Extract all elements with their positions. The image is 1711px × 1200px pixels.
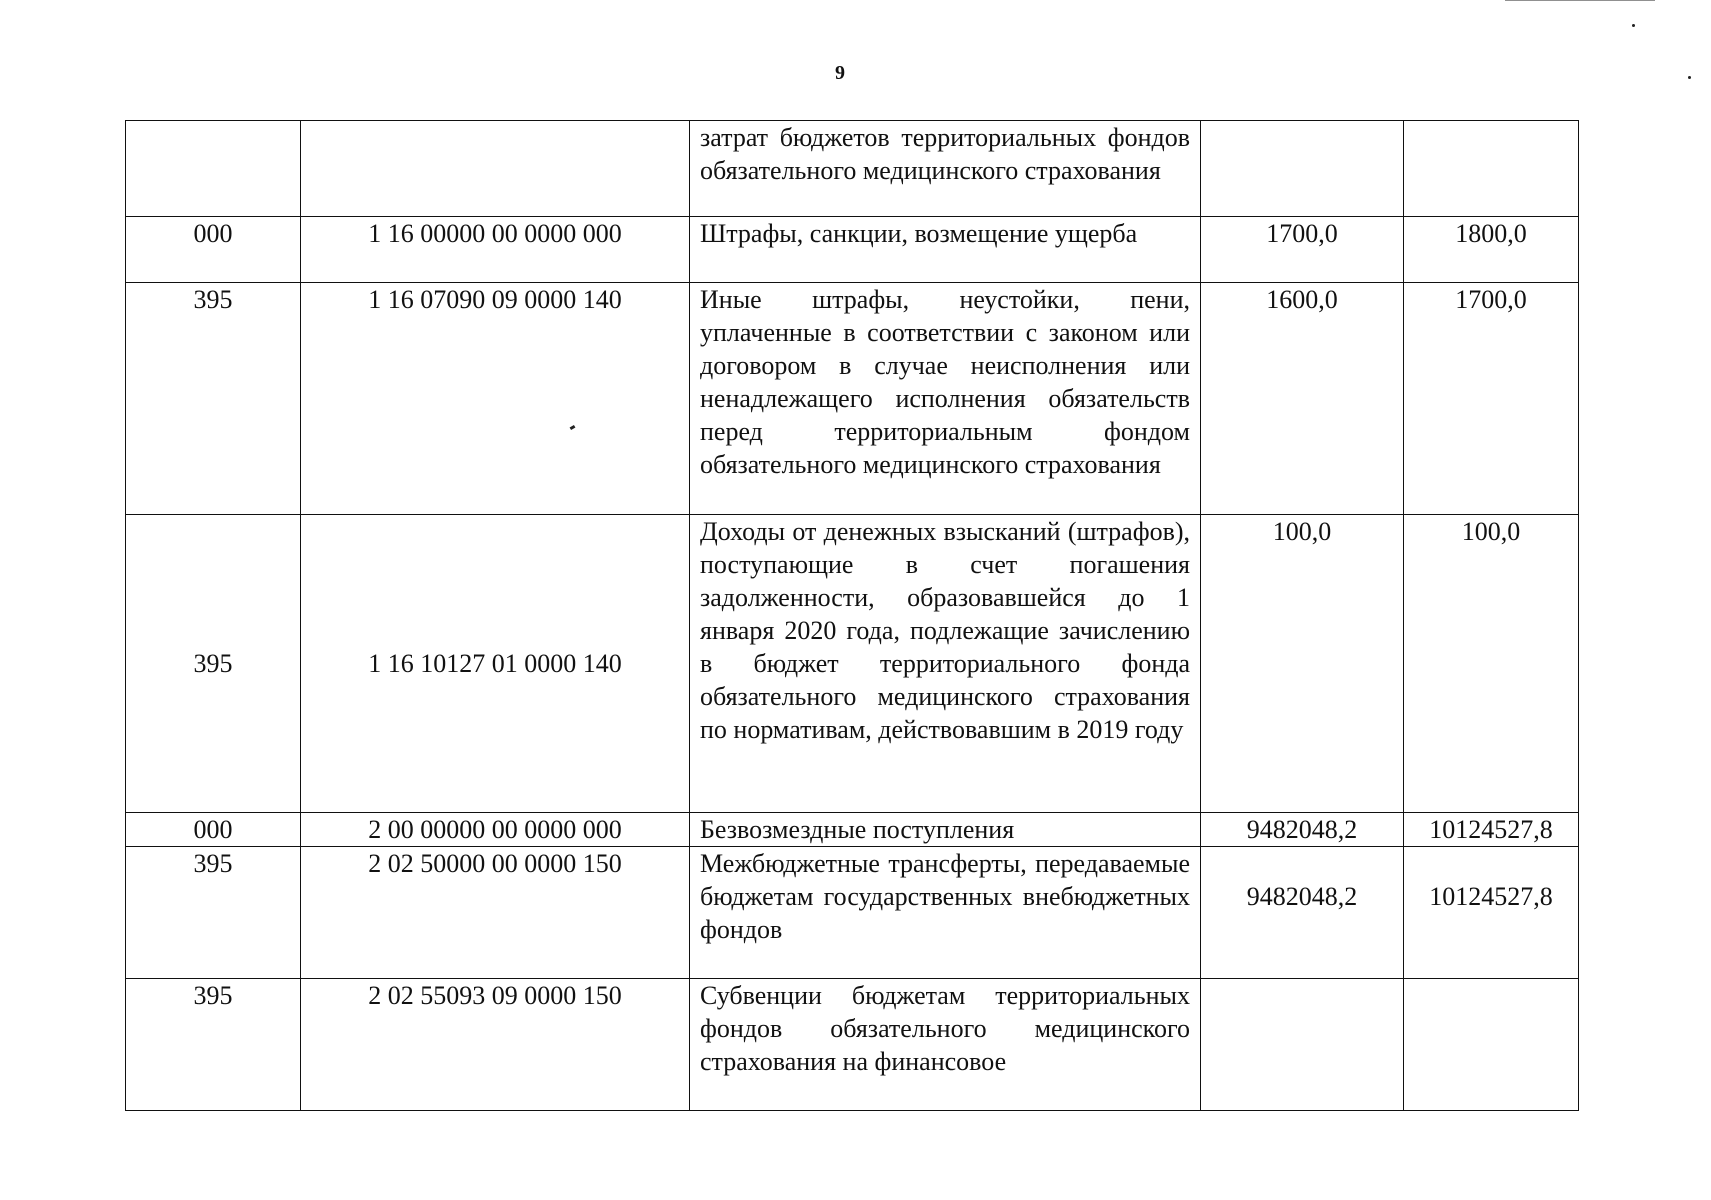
amount-year1-cell: 9482048,2	[1201, 813, 1404, 847]
admin-code-cell: 395	[126, 283, 301, 515]
revenue-name-cell: Межбюджетные трансферты, передаваемые бюджетам государственных внебюджетных фондов	[690, 847, 1201, 979]
revenue-name-cell: Иные штрафы, неустойки, пени, уплаченные в соответствии с законом или договором в случае неисполнения или ненадлежащего исполнения обязательств перед территориальным фондом обязательного медицинского страхования	[690, 283, 1201, 515]
revenue-name-cell: Безвозмездные поступления	[690, 813, 1201, 847]
revenue-name-cell: Доходы от денежных взысканий (штрафов), поступающие в счет погашения задолженности, образовавшейся до 1 января 2020 года, подлежащие зачислению в бюджет территориального фонда обязательного медицинского страхования по нормативам, действовавшим в 2019 году	[690, 515, 1201, 813]
scan-artifact	[1632, 24, 1635, 27]
amount-year2-cell	[1404, 979, 1579, 1111]
admin-code-cell	[126, 121, 301, 217]
admin-code-cell: 000	[126, 813, 301, 847]
amount-year2-cell: 1700,0	[1404, 283, 1579, 515]
budget-code-cell	[301, 121, 690, 217]
budget-code-cell: 1 16 00000 00 0000 000	[301, 217, 690, 283]
budget-code-cell: 2 02 55093 09 0000 150	[301, 979, 690, 1111]
amount-year1-cell	[1201, 979, 1404, 1111]
amount-year2-cell: 1800,0	[1404, 217, 1579, 283]
amount-year2-cell: 10124527,8	[1404, 847, 1579, 979]
table-row	[126, 217, 1579, 283]
page-number: 9	[835, 62, 845, 84]
revenue-name-cell: затрат бюджетов территориальных фондов обязательного медицинского страхования	[690, 121, 1201, 217]
admin-code-cell: 395	[126, 515, 301, 813]
table-row	[126, 283, 1579, 515]
revenue-name-cell: Субвенции бюджетам территориальных фондов обязательного медицинского страхования на финансовое	[690, 979, 1201, 1111]
budget-code-cell: 2 02 50000 00 0000 150	[301, 847, 690, 979]
admin-code-cell: 395	[126, 979, 301, 1111]
budget-code-cell: 2 00 00000 00 0000 000	[301, 813, 690, 847]
table-row	[126, 847, 1579, 979]
admin-code-cell: 000	[126, 217, 301, 283]
amount-year1-cell: 1700,0	[1201, 217, 1404, 283]
table-row	[126, 121, 1579, 217]
scan-artifact	[1688, 76, 1691, 79]
table-row	[126, 813, 1579, 847]
scan-artifact	[1505, 0, 1655, 1]
table-row	[126, 979, 1579, 1111]
budget-code-cell: 1 16 07090 09 0000 140	[301, 283, 690, 515]
amount-year2-cell: 100,0	[1404, 515, 1579, 813]
budget-code-cell: 1 16 10127 01 0000 140	[301, 515, 690, 813]
amount-year1-cell	[1201, 121, 1404, 217]
amount-year2-cell: 10124527,8	[1404, 813, 1579, 847]
amount-year2-cell	[1404, 121, 1579, 217]
amount-year1-cell: 9482048,2	[1201, 847, 1404, 979]
admin-code-cell: 395	[126, 847, 301, 979]
revenue-name-cell: Штрафы, санкции, возмещение ущерба	[690, 217, 1201, 283]
amount-year1-cell: 100,0	[1201, 515, 1404, 813]
revenue-table	[125, 120, 1579, 1111]
amount-year1-cell: 1600,0	[1201, 283, 1404, 515]
table-row	[126, 515, 1579, 813]
